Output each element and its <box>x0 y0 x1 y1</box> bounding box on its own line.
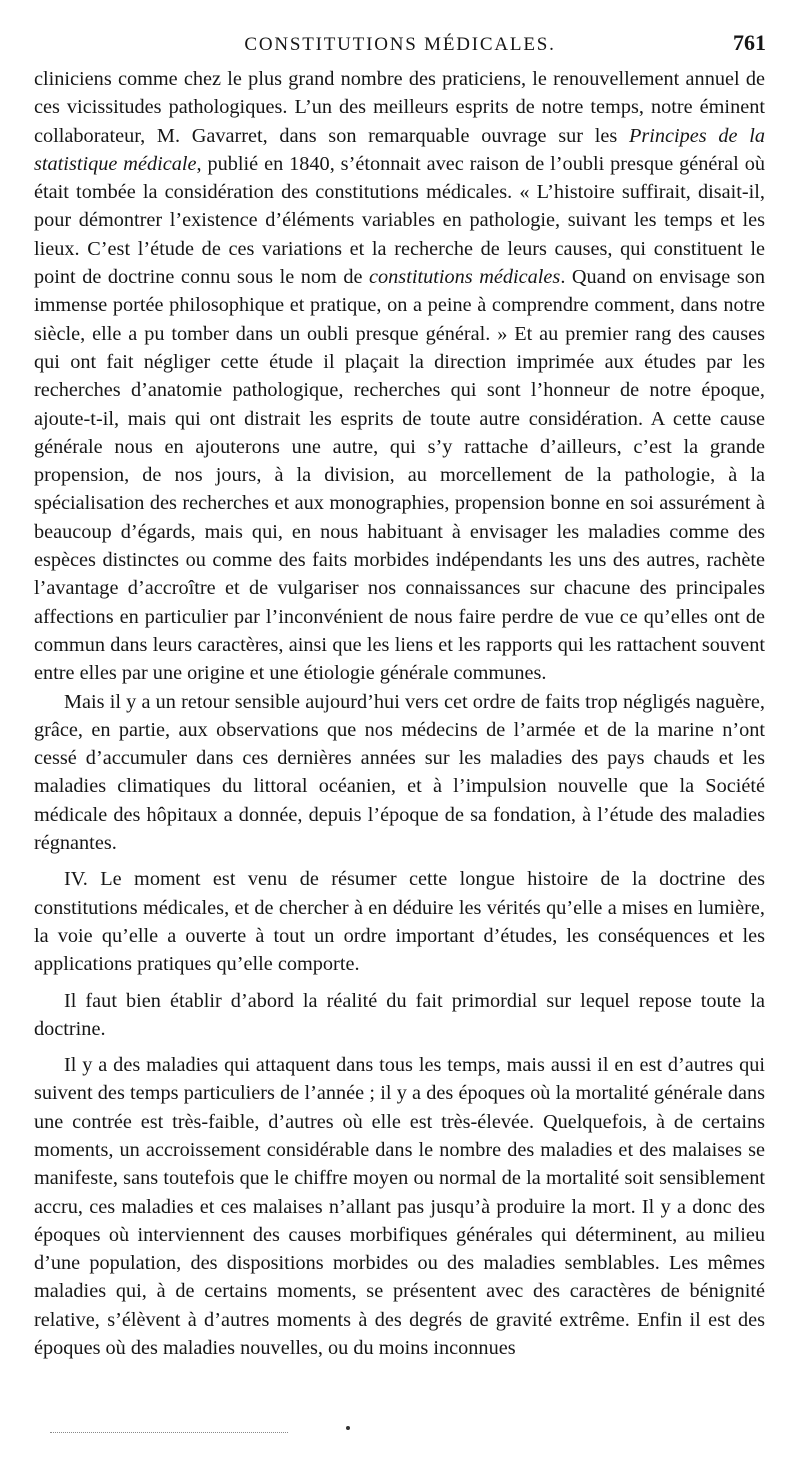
text-run: Mais il y a un retour sensible aujourd’hui vers cet ordre de faits trop négligés naguère, grâce, en partie, aux observations que nos médecins de l’armée et de la marine n’ont cessé d’accumuler dans ces dernières années sur les maladies des pays chauds et les maladies climatiques du littoral océanien, et à l’impulsion nouvelle que la Société médicale des hôpitaux a donnée, depuis l’époque de sa fondation, à l’étude des maladies régnantes. <box>34 690 765 855</box>
text-run: cliniciens comme chez le plus grand nombre des praticiens, le renouvellement annuel de ces vicissitudes pathologiques. L’un des meilleurs esprits de notre temps, notre éminent collaborateur, M. Gavarret, dans son remarquable ouvrage sur les <box>34 68 765 147</box>
italic-title: Principes de la statistique médicale <box>34 124 765 175</box>
running-title: CONSTITUTIONS MÉDICALES. <box>244 34 556 55</box>
text-run: Il faut bien établir d’abord la réalité du fait primordial sur lequel repose toute la doctrine. <box>34 989 765 1040</box>
paragraph-section-iv <box>34 865 765 978</box>
body-text <box>34 65 765 1362</box>
text-run: . Quand on envisage son immense portée philosophique et pratique, on a peine à comprendre comment, dans notre siècle, elle a pu tomber dans un oubli presque général. » Et au premier rang des causes qui ont fait négliger cette étude il plaçait la direction imprimée aux études par les recherches d’anatomie pathologique, recherches qui sont l’honneur de notre époque, ajoute-t-il, mais qui ont distrait les esprits de toute autre considération. A cette cause générale nous en ajouterons une autre, qui s’y rattache d’ailleurs, c’est la grande propension, de nos jours, à la division, au morcellement de la pathologie, à la spécialisation des recherches et aux monographies, propension bonne en soi assurément à beaucoup d’égards, mais qui, en nous habituant à envisager les maladies comme des espèces distinctes ou comme des faits morbides indépendants les uns des autres, rachète l’avantage d’accroître et de vulgariser nos connaissances sur chacune des principales affections en particulier par l’inconvénient de nous faire perdre de vue ce qu’elles ont de commun dans leurs caractères, ainsi que les liens et les rapports qui les rattachent souvent entre elles par une origine et une étiologie générale communes. <box>34 266 765 685</box>
footer-dot <box>346 1426 350 1430</box>
text-run: Il y a des maladies qui attaquent dans tous les temps, mais aussi il en est d’autres qui suivent des temps particuliers de l’année ; il y a des époques où la mortalité générale dans une contrée est très-faible, d’autres où elle est très-élevée. Quelquefois, à de certains moments, un accroissement considérable dans le nombre des maladies et des malaises se manifeste, sans toutefois que le chiffre moyen ou normal de la mortalité soit sensiblement accru, ces maladies et ces malaises n’allant pas jusqu’à produire la mort. Il y a donc des époques où interviennent des causes morbifiques générales qui déterminent, au milieu d’une population, des dispositions morbides ou des maladies semblables. Les mêmes maladies qui, à de certains moments, se présentent avec des caractères de bénignité relative, s’élèvent à d’autres moments à des degrés de gravité extrême. Enfin il est des époques où des maladies nouvelles, ou du moins inconnues <box>34 1054 765 1360</box>
paragraph <box>34 1051 765 1362</box>
footer-dotted-rule <box>50 1432 288 1433</box>
text-run: , publié en 1840, s’étonnait avec raison de l’oubli presque général où était tombée la considération des constitutions médicales. « L’histoire suffirait, disait-il, pour démontrer l’existence d’éléments variables en pathologie, suivant les temps et les lieux. C’est l’étude de ces variations et la recherche de leurs causes, qui constituent le point de doctrine connu sous le nom de <box>34 152 766 289</box>
paragraph <box>34 688 765 858</box>
paragraph <box>34 987 765 1044</box>
italic-term: constitutions médicales <box>369 266 561 289</box>
running-header <box>34 30 766 64</box>
paragraph-continuation <box>34 65 765 688</box>
text-run: IV. Le moment est venu de résumer cette longue histoire de la doctrine des constitutions médicales, et de chercher à en déduire les vérités qu’elle a mises en lumière, la voie qu’elle a ouverte à tout un ordre important d’études, les conséquences et les applications pratiques qu’elle comporte. <box>34 868 765 976</box>
page-number: 761 <box>733 30 766 55</box>
